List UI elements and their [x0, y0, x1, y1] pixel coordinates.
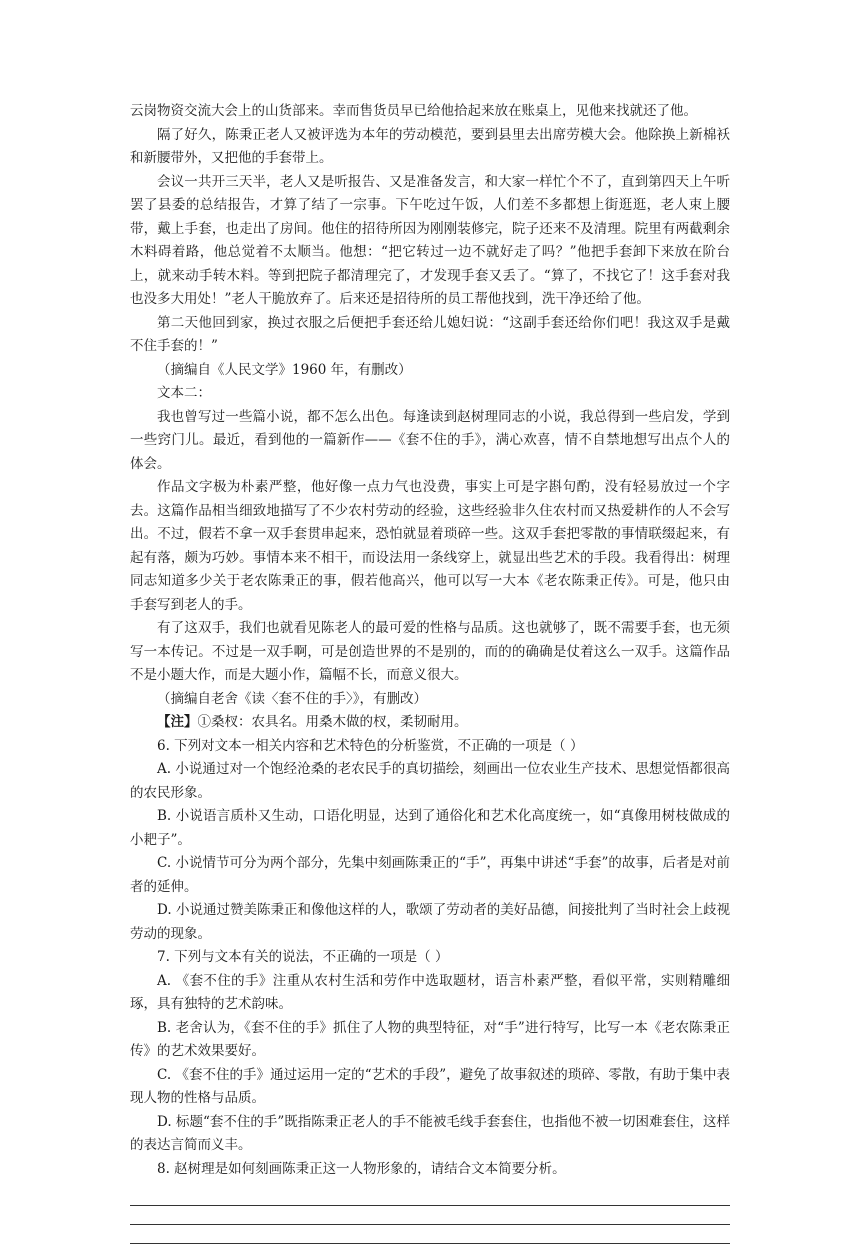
question-8-stem: 8. 赵树理是如何刻画陈秉正这一人物形象的，请结合文本简要分析。	[157, 1160, 566, 1177]
text2-heading: 文本二：	[157, 385, 211, 401]
text2-source: （摘编自老舍《读〈套不住的手〉》，有删改）	[157, 690, 427, 707]
answer-line[interactable]	[130, 1225, 730, 1244]
question-7-stem: 7. 下列与文本有关的说法，不正确的一项是（ ）	[157, 949, 449, 965]
text1-source: （摘编自《人民文学》1960 年，有删改）	[157, 361, 412, 378]
document-page	[130, 100, 730, 1244]
footnote	[130, 711, 730, 735]
question-6-option-d: D. 小说通过赞美陈秉正和像他这样的人，歌颂了劳动者的美好品德，间接批判了当时社会上歧视劳动的现象。	[130, 902, 730, 942]
question-7-option-c: C. 《套不住的手》通过运用一定的“艺术的手段”，避免了故事叙述的琐碎、零散，有助于集中表现人物的性格与品质。	[130, 1066, 730, 1106]
question-6-option-b: B. 小说语言质朴又生动，口语化明显，达到了通俗化和艺术化高度统一，如“真像用树枝做成的小耙子”。	[130, 808, 730, 848]
footnote-text: ①桑杈：农具名。用桑木做的杈，柔韧耐用。	[197, 714, 468, 730]
question-7-option-d: D. 标题“套不住的手”既指陈秉正老人的手不能被毛线手套套住，也指他不被一切困难套住，这样的表达言简而义丰。	[130, 1113, 730, 1153]
footnote-tag: 【注】	[157, 714, 198, 730]
text2-paragraph: 作品文字极为朴素严整，他好像一点力气也没费，事实上可是字斟句酌，没有轻易放过一个字去。这篇作品相当细致地描写了不少农村劳动的经验，这些经验非久住农村而又热爱耕作的人不会写出。不过，假若不拿一双手套贯串起来，恐怕就显着琐碎一些。这双手套把零散的事情联缀起来，有起有落，颇为巧妙。事情本来不相干，而设法用一条线穿上，就显出些艺术的手段。我看得出：树理同志知道多少关于老农陈秉正的事，假若他高兴，他可以写一大本《老农陈秉正传》。可是，他只由手套写到老人的手。	[130, 479, 730, 613]
text2-paragraph: 我也曾写过一些篇小说，都不怎么出色。每逢读到赵树理同志的小说，我总得到一些启发，学到一些窍门儿。最近，看到他的一篇新作——《套不住的手》，满心欢喜，情不自禁地想写出点个人的体会。	[130, 408, 730, 472]
text1-paragraph: 会议一共开三天半，老人又是听报告、又是准备发言，和大家一样忙个不了，直到第四天上午听罢了县委的总结报告，才算了结了一宗事。下午吃过午饭，人们差不多都想上街逛逛，老人束上腰带，戴上手套，也走出了房间。他住的招待所因为刚刚装修完，院子还来不及清理。院里有两截剩余木料碍着路，他总觉着不太顺当。他想：“把它转过一边不就好走了吗？”他把手套卸下来放在阶台上，就来动手转木料。等到把院子都清理完了，才发现手套又丢了。“算了，不找它了！这手套对我也没多大用处！”老人干脆放弃了。后来还是招待所的员工帮他找到，洗干净还给了他。	[130, 173, 730, 307]
text1-paragraph: 云岗物资交流大会上的山货部来。幸而售货员早已给他拾起来放在账桌上，见他来找就还了他。	[130, 103, 697, 119]
text1-paragraph: 第二天他回到家，换过衣服之后便把手套还给儿媳妇说：“这副手套还给你们吧！我这双手是戴不住手套的！”	[130, 314, 730, 354]
text2-paragraph: 有了这双手，我们也就看见陈老人的最可爱的性格与品质。这也就够了，既不需要手套，也无须写一本传记。不过是一双手啊，可是创造世界的不是别的，而的的确确是仗着这么一双手。这篇作品不是小题大作，而是大题小作，篇幅不长，而意义很大。	[130, 620, 730, 683]
question-6-option-c: C. 小说情节可分为两个部分，先集中刻画陈秉正的“手”，再集中讲述“手套”的故事，后者是对前者的延伸。	[130, 855, 730, 895]
answer-line[interactable]	[130, 1187, 730, 1206]
question-7-option-b: B. 老舍认为，《套不住的手》抓住了人物的典型特征，对“手”进行特写，比写一本《老农陈秉正传》的艺术效果要好。	[130, 1019, 730, 1059]
question-6-option-a: A. 小说通过对一个饱经沧桑的老农民手的真切描绘，刻画出一位农业生产技术、思想觉悟都很高的农民形象。	[130, 761, 730, 801]
question-7-option-a: A. 《套不住的手》注重从农村生活和劳作中选取题材，语言朴素严整，看似平常，实则精雕细琢，具有独特的艺术韵味。	[130, 972, 730, 1012]
question-6-stem: 6. 下列对文本一相关内容和艺术特色的分析鉴赏，不正确的一项是（ ）	[157, 737, 584, 754]
text1-paragraph: 隔了好久，陈秉正老人又被评选为本年的劳动模范，要到县里去出席劳模大会。他除换上新棉袄和新腰带外，又把他的手套带上。	[130, 126, 730, 166]
